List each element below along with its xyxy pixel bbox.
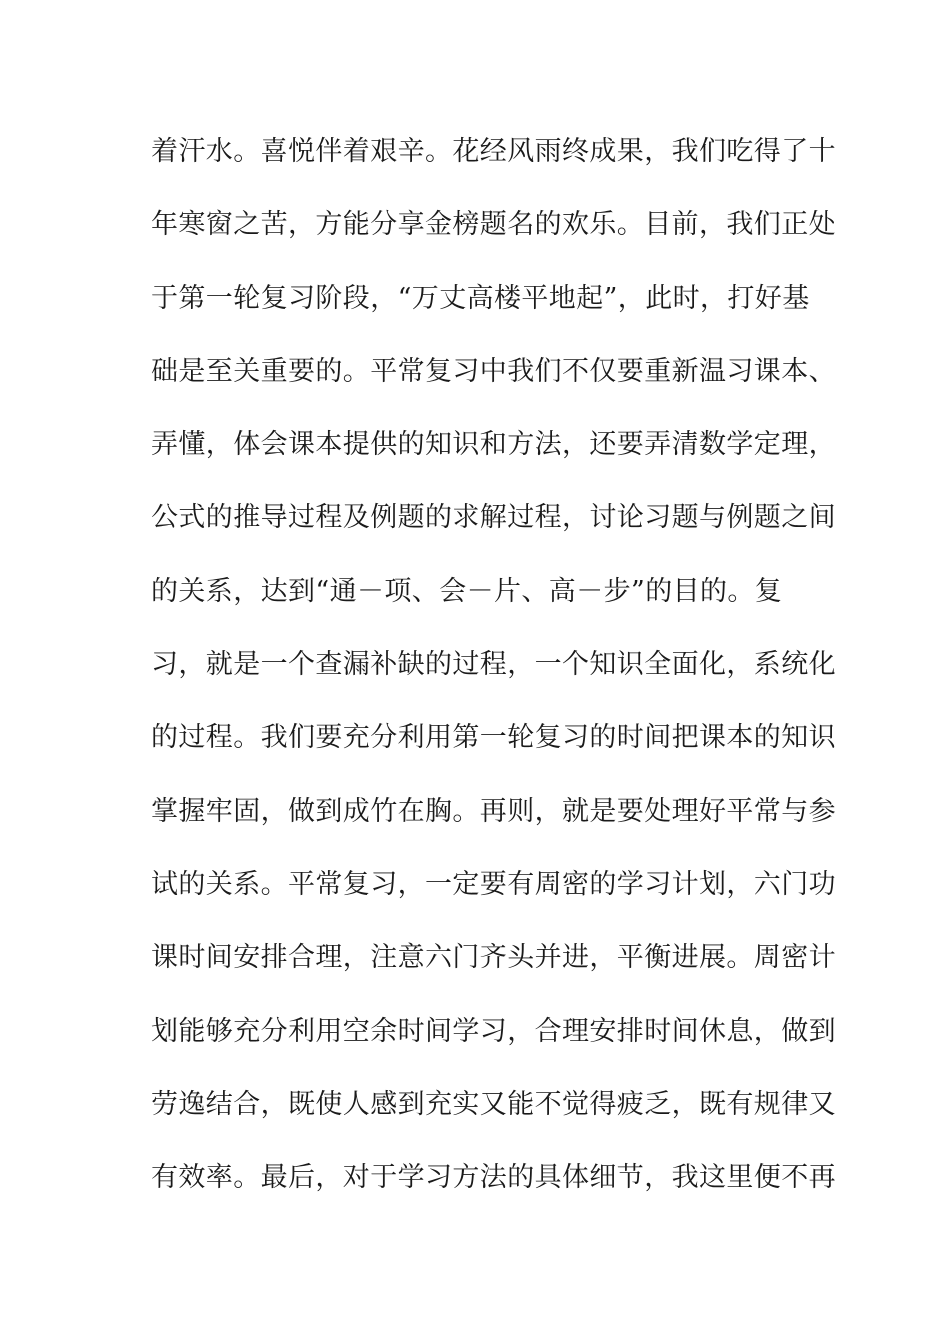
text-line: 习，就是一个查漏补缺的过程，一个知识全面化，系统化 (151, 649, 836, 681)
text-line: 掌握牢固，做到成竹在胸。再则，就是要处理好平常与参 (151, 795, 836, 827)
body-text (151, 127, 836, 1226)
text-line: 试的关系。平常复习，一定要有周密的学习计划，六门功 (151, 868, 836, 900)
text-line: 划能够充分利用空余时间学习，合理安排时间休息，做到 (151, 1015, 836, 1047)
text-line: 公式的推导过程及例题的求解过程，讨论习题与例题之间 (151, 502, 836, 534)
text-line: 于第一轮复习阶段，“万丈高楼平地起”，此时，打好基 (151, 282, 810, 314)
text-line: 有效率。最后，对于学习方法的具体细节，我这里便不再 (151, 1162, 836, 1194)
text-line: 年寒窗之苦，方能分享金榜题名的欢乐。目前，我们正处 (151, 209, 836, 241)
text-line: 弄懂，体会课本提供的知识和方法，还要弄清数学定理， (151, 429, 836, 461)
text-line: 着汗水。喜悦伴着艰辛。花经风雨终成果，我们吃得了十 (151, 136, 836, 167)
text-line: 课时间安排合理，注意六门齐头并进，平衡进展。周密计 (151, 942, 836, 974)
text-line: 劳逸结合，既使人感到充实又能不觉得疲乏，既有规律又 (151, 1088, 836, 1120)
text-line: 的过程。我们要充分利用第一轮复习的时间把课本的知识 (151, 722, 836, 754)
text-line: 的关系，达到“通－项、会－片、高－步”的目的。复 (151, 575, 783, 607)
text-line: 础是至关重要的。平常复习中我们不仅要重新温习课本、 (151, 355, 836, 387)
